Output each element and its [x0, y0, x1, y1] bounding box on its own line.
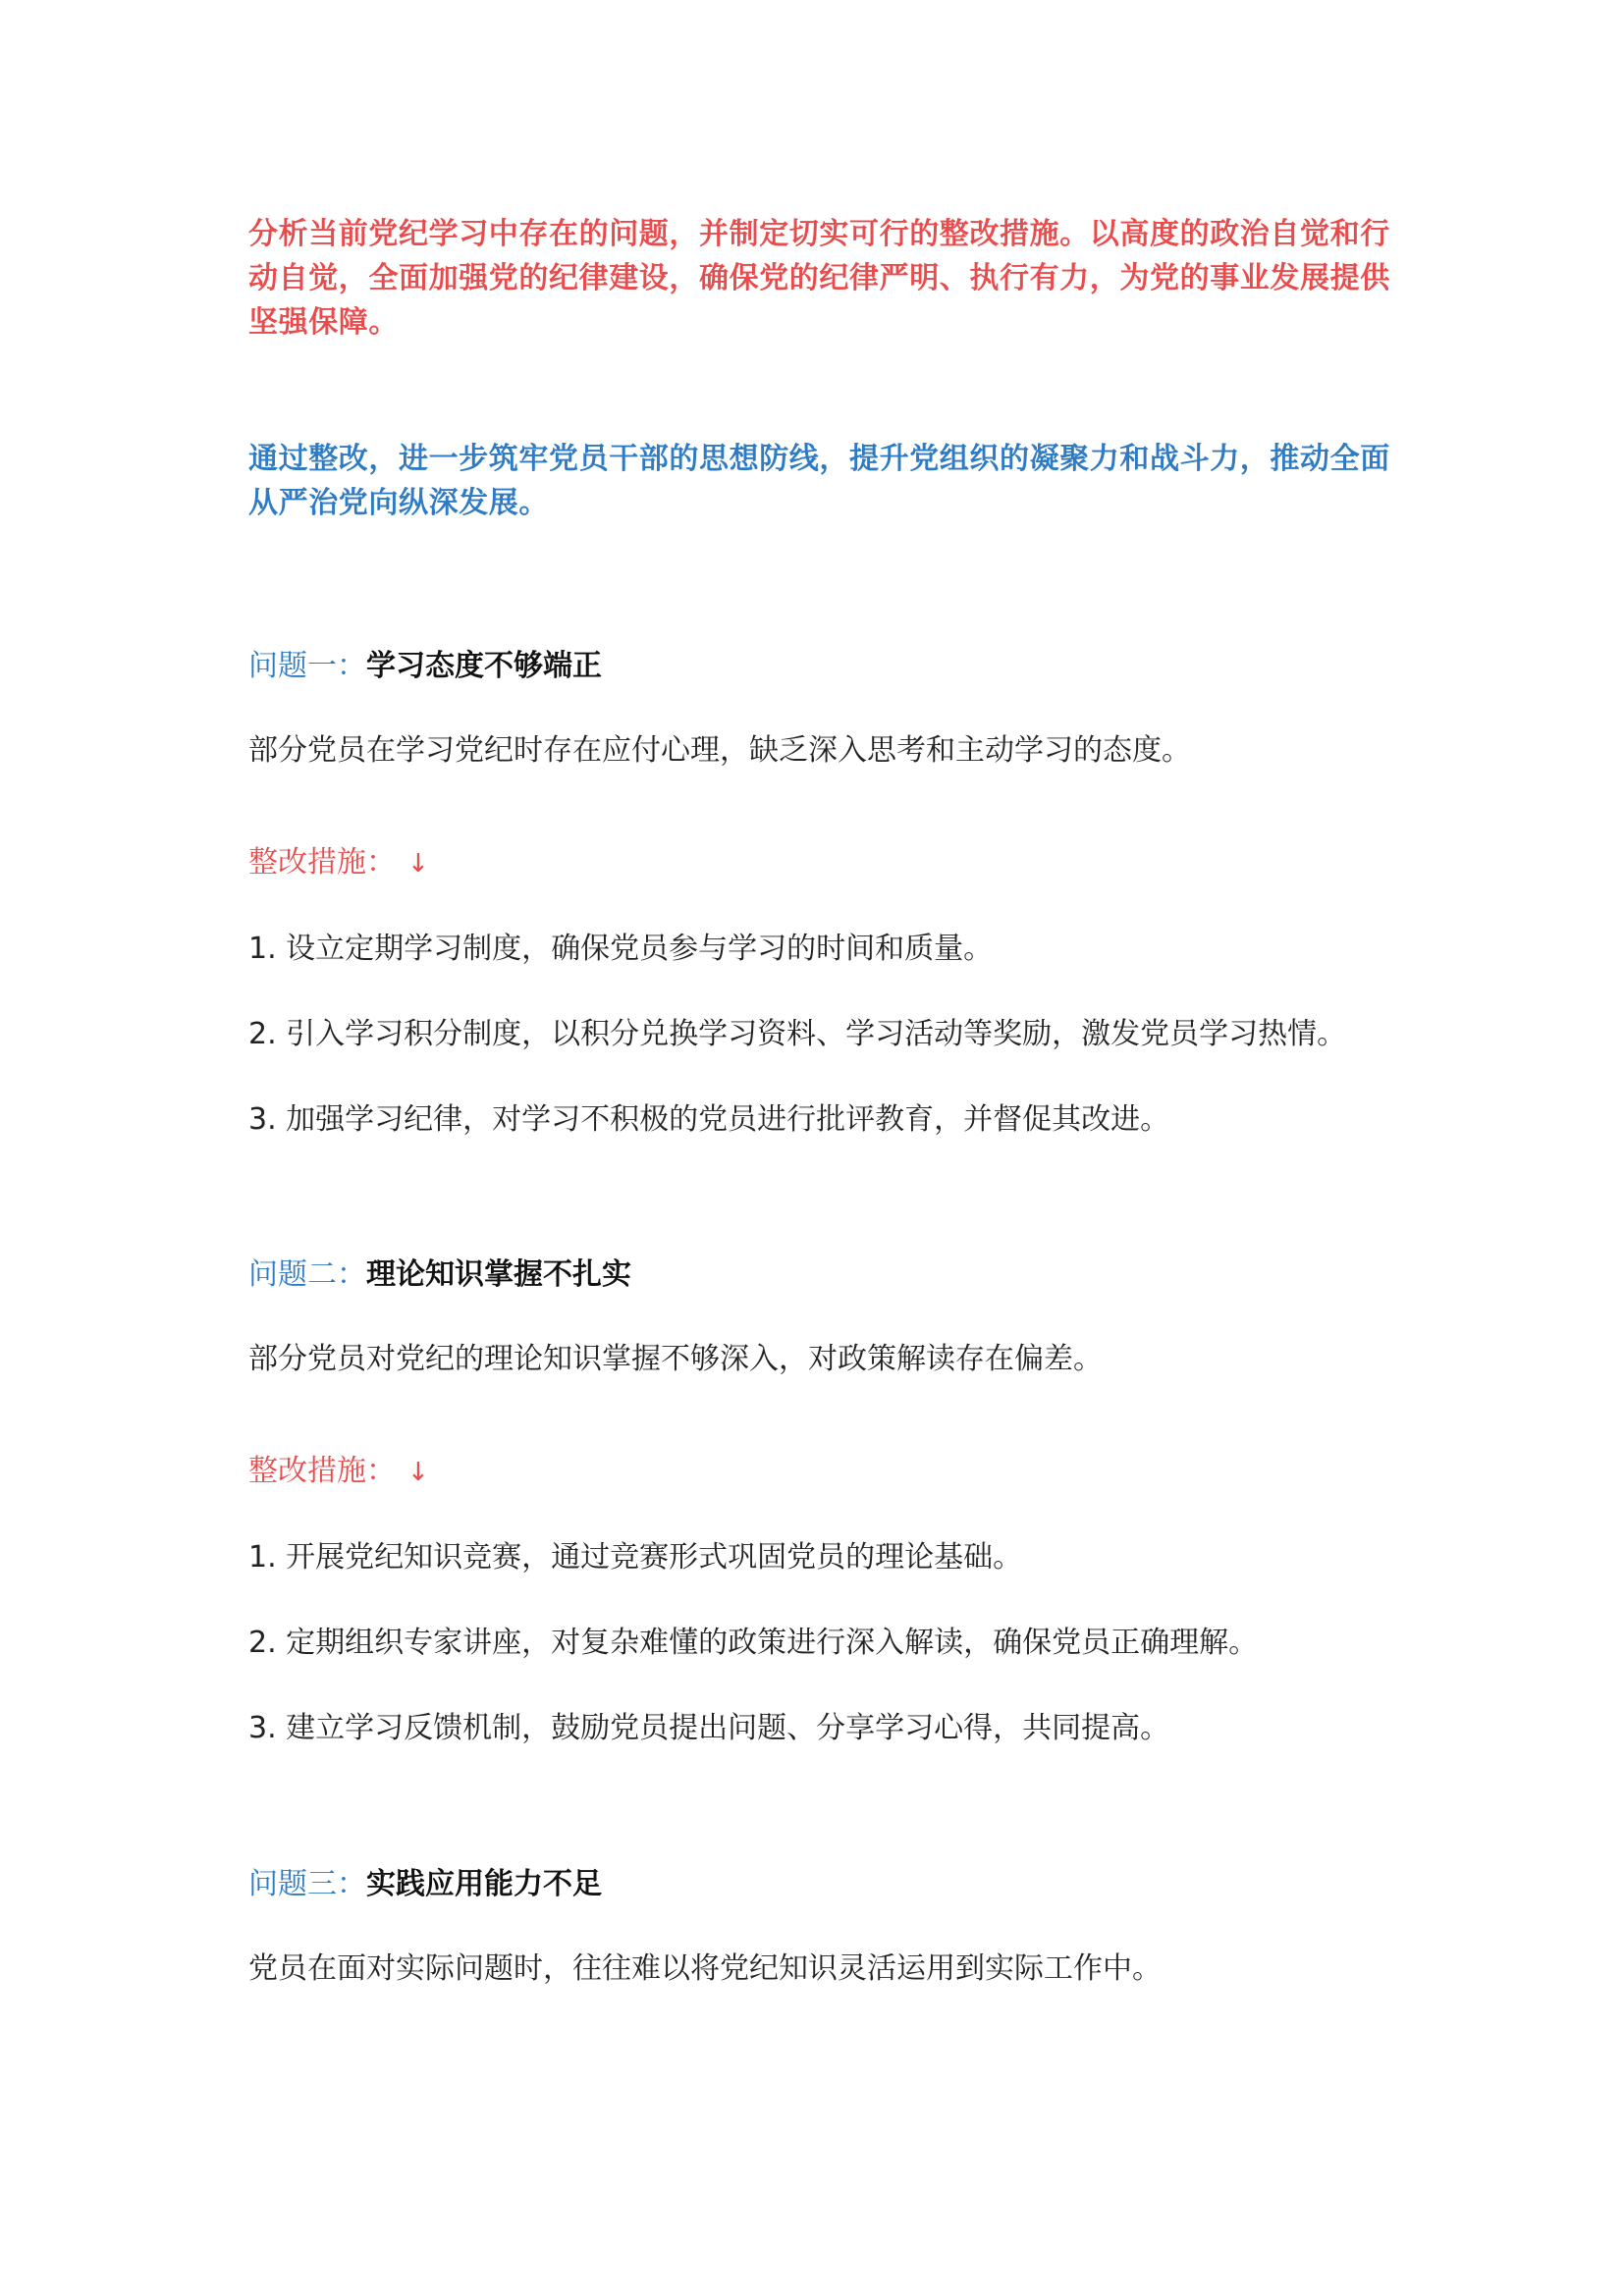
- measures-label: 整改措施：: [248, 845, 396, 880]
- problem-heading: [248, 1862, 1407, 1906]
- problem-title: 理论知识掌握不扎实: [366, 1257, 631, 1292]
- measure-item: 1. 开展党纪知识竞赛，通过竞赛形式巩固党员的理论基础。: [248, 1540, 1023, 1575]
- measures-heading: [248, 840, 1407, 886]
- down-arrow-icon: ↓: [407, 1458, 429, 1487]
- problem-description: 部分党员在学习党纪时存在应付心理，缺乏深入思考和主动学习的态度。: [248, 733, 1191, 768]
- intro-red-paragraph: 分析当前党纪学习中存在的问题，并制定切实可行的整改措施。以高度的政治自觉和行动自觉，全面加强党的纪律建设，确保党的纪律严明、执行有力，为党的事业发展提供坚强保障。: [248, 217, 1390, 340]
- problem-section-2: [248, 1253, 1407, 1750]
- measure-item: 2. 定期组织专家讲座，对复杂难懂的政策进行深入解读，确保党员正确理解。: [248, 1626, 1259, 1660]
- problem-title: 实践应用能力不足: [366, 1867, 602, 1901]
- problem-section-3: [248, 1862, 1407, 1991]
- problem-title: 学习态度不够端正: [366, 649, 602, 683]
- problem-description: 部分党员对党纪的理论知识掌握不够深入，对政策解读存在偏差。: [248, 1342, 1103, 1376]
- measure-item: 2. 引入学习积分制度，以积分兑换学习资料、学习活动等奖励，激发党员学习热情。: [248, 1017, 1347, 1051]
- intro-blue-paragraph: 通过整改，进一步筑牢党员干部的思想防线，提升党组织的凝聚力和战斗力，推动全面从严治党向纵深发展。: [248, 442, 1390, 520]
- measures-label: 整改措施：: [248, 1454, 396, 1488]
- problem-prefix: 问题一：: [248, 649, 366, 683]
- problem-heading: [248, 1253, 1407, 1297]
- problem-heading: [248, 644, 1407, 688]
- measure-item: 3. 建立学习反馈机制，鼓励党员提出问题、分享学习心得，共同提高。: [248, 1711, 1170, 1745]
- problem-prefix: 问题三：: [248, 1867, 366, 1901]
- measures-heading: [248, 1449, 1407, 1495]
- measure-item: 3. 加强学习纪律，对学习不积极的党员进行批评教育，并督促其改进。: [248, 1102, 1170, 1137]
- measure-item: 1. 设立定期学习制度，确保党员参与学习的时间和质量。: [248, 932, 994, 966]
- problem-description: 党员在面对实际问题时，往往难以将党纪知识灵活运用到实际工作中。: [248, 1951, 1162, 1986]
- problem-prefix: 问题二：: [248, 1257, 366, 1292]
- problem-section-1: [248, 644, 1407, 1142]
- down-arrow-icon: ↓: [407, 849, 429, 879]
- document-content: [248, 212, 1407, 1991]
